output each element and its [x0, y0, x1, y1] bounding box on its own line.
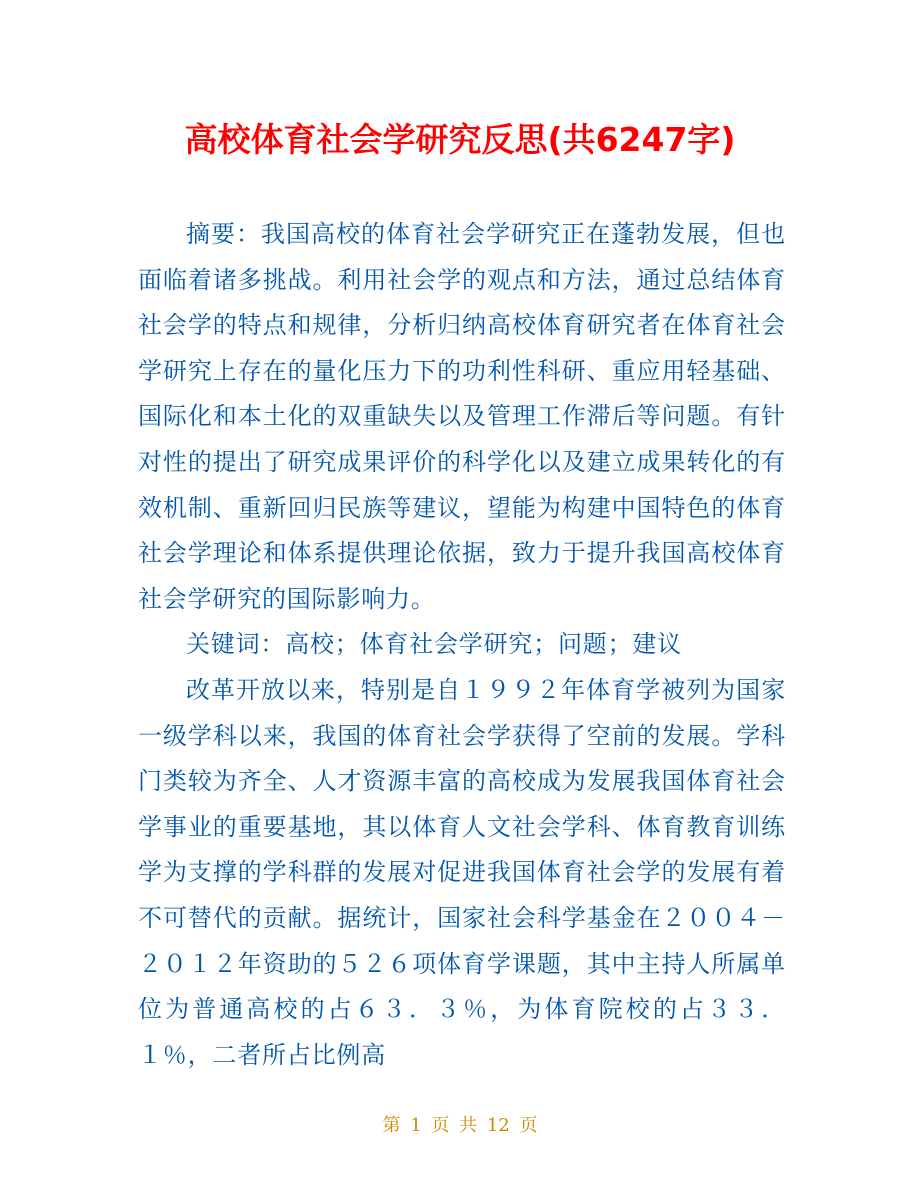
page-number-footer: 第 1 页 共 12 页	[382, 1115, 538, 1136]
document-title: 高校体育社会学研究反思(共6247字)	[184, 120, 736, 159]
document-body	[138, 212, 786, 1078]
keywords-paragraph: 关键词：高校；体育社会学研究；问题；建议	[186, 630, 682, 659]
abstract-paragraph: 摘要：我国高校的体育社会学研究正在蓬勃发展，但也面临着诸多挑战。利用社会学的观点和方法，通过总结体育社会学的特点和规律，分析归纳高校体育研究者在体育社会学研究上存在的量化压力下的功利性科研、重应用轻基础、国际化和本土化的双重缺失以及管理工作滞后等问题。有针对性的提出了研究成果评价的科学化以及建立成果转化的有效机制、重新回归民族等建议，望能为构建中国特色的体育社会学理论和体系提供理论依据，致力于提升我国高校体育社会学研究的国际影响力。	[138, 220, 786, 613]
intro-paragraph: 改革开放以来，特别是自１９９２年体育学被列为国家一级学科以来，我国的体育社会学获得了空前的发展。学科门类较为齐全、人才资源丰富的高校成为发展我国体育社会学事业的重要基地，其以体育人文社会学科、体育教育训练学为支撑的学科群的发展对促进我国体育社会学的发展有着不可替代的贡献。据统计，国家社会科学基金在２００４－２０１２年资助的５２６项体育学课题，其中主持人所属单位为普通高校的占６３．３％，为体育院校的占３３．１％，二者所占比例高	[138, 675, 786, 1069]
